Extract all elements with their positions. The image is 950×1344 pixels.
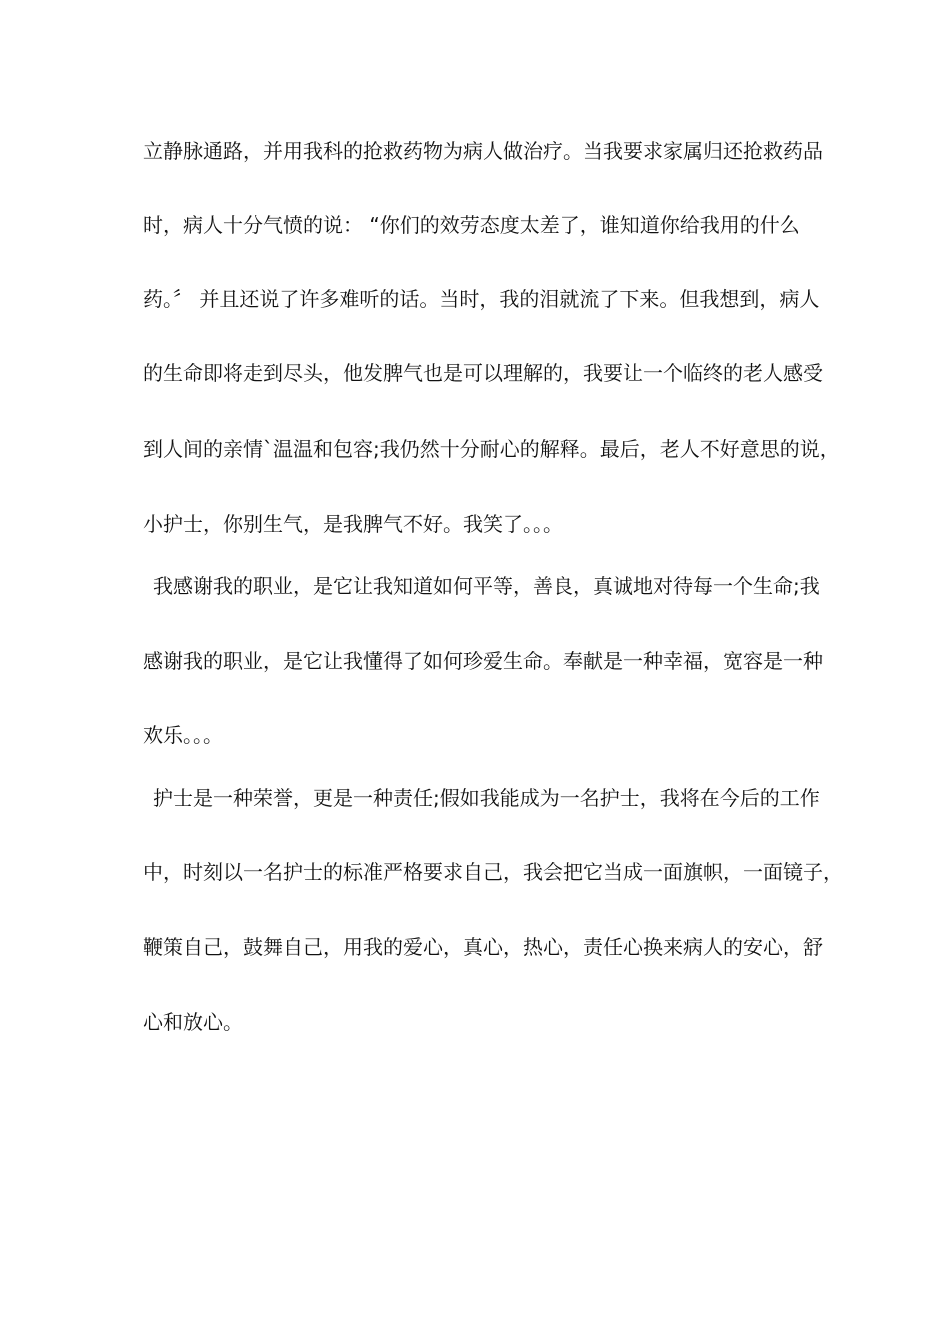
paragraph-3-line-2: 中，时刻以一名护士的标准严格要求自己，我会把它当成一面旗帜，一面镜子，	[143, 860, 843, 884]
paragraph-2-line-3: 欢乐。。。	[143, 723, 223, 747]
paragraph-1-line-4: 的生命即将走到尽头，他发脾气也是可以理解的，我要让一个临终的老人感受	[143, 361, 823, 385]
paragraph-1-line-3: 药。〞 并且还说了许多难听的话。当时，我的泪就流了下来。但我想到，病人	[143, 287, 820, 311]
paragraph-2-line-2: 感谢我的职业，是它让我懂得了如何珍爱生命。奉献是一种幸福，宽容是一种	[143, 649, 823, 673]
paragraph-3-line-1: 护士是一种荣誉，更是一种责任;假如我能成为一名护士，我将在今后的工作	[153, 786, 820, 810]
paragraph-1-line-6: 小护士，你别生气，是我脾气不好。我笑了。。。	[143, 512, 563, 536]
paragraph-3-line-4: 心和放心。	[143, 1010, 243, 1034]
paragraph-2-line-1: 我感谢我的职业，是它让我知道如何平等，善良，真诚地对待每一个生命;我	[153, 574, 820, 598]
paragraph-3-line-3: 鞭策自己，鼓舞自己，用我的爱心，真心，热心，责任心换来病人的安心，舒	[143, 935, 823, 959]
paragraph-1-line-1: 立静脉通路，并用我科的抢救药物为病人做治疗。当我要求家属归还抢救药品	[143, 139, 823, 163]
paragraph-1-line-5: 到人间的亲情`温温和包容;我仍然十分耐心的解释。最后，老人不好意思的说，	[143, 437, 840, 461]
paragraph-1-line-2: 时，病人十分气愤的说： “你们的效劳态度太差了，谁知道你给我用的什么	[143, 213, 800, 237]
